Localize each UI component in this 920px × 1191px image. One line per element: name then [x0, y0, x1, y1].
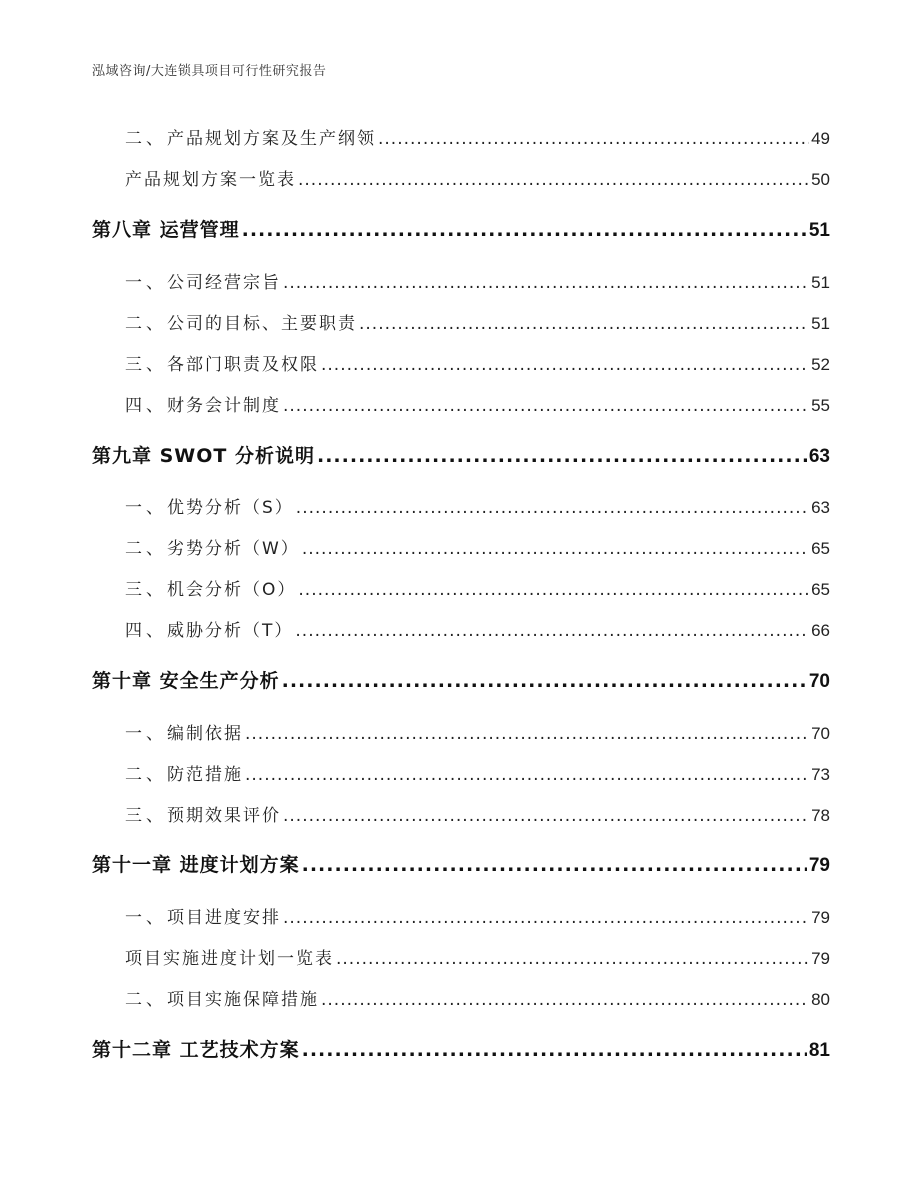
toc-entry-page: 55	[811, 396, 830, 415]
toc-dot-leader	[317, 445, 807, 467]
toc-entry-page: 79	[811, 908, 830, 927]
toc-entry-title: 预期效果评价	[167, 806, 281, 826]
toc-entry-number: 二、	[125, 314, 167, 334]
toc-entry-number: 二、	[125, 129, 167, 149]
toc-entry-number: 三、	[125, 806, 167, 826]
toc-chapter-page: 63	[808, 446, 830, 467]
toc-entry-number: 二、	[125, 990, 167, 1010]
toc-chapter-page: 81	[808, 1040, 830, 1061]
running-header: 泓域咨询/大连锁具项目可行性研究报告	[92, 64, 327, 79]
toc-chapter-entry[interactable]	[92, 1035, 830, 1062]
toc-dot-leader	[283, 908, 809, 928]
toc-dot-leader	[302, 539, 809, 559]
toc-entry-title: 各部门职责及权限	[167, 355, 319, 375]
toc-entry-title: 项目实施进度计划一览表	[125, 949, 334, 969]
toc-entry-number: 一、	[125, 273, 167, 293]
toc-entry[interactable]	[125, 350, 830, 375]
toc-entry[interactable]	[125, 719, 830, 744]
toc-entry[interactable]	[125, 944, 830, 969]
toc-chapter-entry[interactable]	[92, 850, 830, 877]
toc-entry[interactable]	[125, 493, 830, 518]
toc-entry-number: 一、	[125, 908, 167, 928]
toc-dot-leader	[302, 854, 807, 876]
toc-chapter-page: 51	[808, 220, 830, 241]
toc-dot-leader	[283, 273, 809, 293]
toc-chapter-title: 第九章 SWOT 分析说明	[92, 445, 315, 467]
toc-dot-leader	[321, 990, 809, 1010]
toc-entry-title: 产品规划方案一览表	[125, 170, 296, 190]
toc-chapter-title: 第十章 安全生产分析	[92, 670, 280, 692]
toc-entry[interactable]	[125, 309, 830, 334]
toc-chapter-entry[interactable]	[92, 215, 830, 242]
toc-dot-leader	[302, 1039, 807, 1061]
toc-chapter-entry[interactable]	[92, 666, 830, 693]
toc-entry-page: 65	[811, 580, 830, 599]
toc-dot-leader	[321, 355, 809, 375]
toc-entry-title: 项目进度安排	[167, 908, 281, 928]
toc-chapter-entry[interactable]	[92, 441, 830, 468]
toc-entry-page: 80	[811, 990, 830, 1009]
toc-entry[interactable]	[125, 903, 830, 928]
toc-entry[interactable]	[125, 165, 830, 190]
toc-entry-number: 一、	[125, 498, 167, 518]
toc-entry-title: 劣势分析（W）	[167, 539, 300, 559]
toc-entry[interactable]	[125, 534, 830, 559]
toc-entry[interactable]	[125, 801, 830, 826]
toc-entry-page: 78	[811, 806, 830, 825]
toc-entry-number: 四、	[125, 621, 167, 641]
toc-entry-page: 50	[811, 170, 830, 189]
toc-dot-leader	[245, 765, 809, 785]
toc-entry[interactable]	[125, 124, 830, 149]
toc-entry-page: 51	[811, 273, 830, 292]
toc-entry-page: 79	[811, 949, 830, 968]
toc-dot-leader	[283, 806, 809, 826]
toc-chapter-page: 79	[808, 855, 830, 876]
toc-entry-title: 优势分析（S）	[167, 498, 294, 518]
toc-entry-page: 51	[811, 314, 830, 333]
toc-entry-page: 66	[811, 621, 830, 640]
toc-entry-title: 项目实施保障措施	[167, 990, 319, 1010]
toc-entry-title: 编制依据	[167, 724, 243, 744]
toc-dot-leader	[296, 498, 809, 518]
toc-entry-number: 二、	[125, 539, 167, 559]
toc-entry-title: 产品规划方案及生产纲领	[167, 129, 376, 149]
toc-dot-leader	[282, 670, 807, 692]
toc-dot-leader	[283, 396, 809, 416]
toc-chapter-title: 第十一章 进度计划方案	[92, 854, 300, 876]
toc-entry-number: 三、	[125, 580, 167, 600]
toc-chapter-title: 第十二章 工艺技术方案	[92, 1039, 300, 1061]
toc-entry-page: 73	[811, 765, 830, 784]
toc-entry-number: 一、	[125, 724, 167, 744]
toc-dot-leader	[298, 580, 809, 600]
toc-entry[interactable]	[125, 760, 830, 785]
toc-chapter-page: 70	[808, 671, 830, 692]
toc-dot-leader	[242, 219, 807, 241]
toc-dot-leader	[295, 621, 809, 641]
toc-chapter-title: 第八章 运营管理	[92, 219, 240, 241]
toc-entry-title: 财务会计制度	[167, 396, 281, 416]
toc-dot-leader	[359, 314, 809, 334]
toc-entry-page: 63	[811, 498, 830, 517]
toc-entry-page: 70	[811, 724, 830, 743]
toc-dot-leader	[336, 949, 809, 969]
toc-dot-leader	[298, 170, 809, 190]
toc-entry[interactable]	[125, 575, 830, 600]
toc-entry-title: 机会分析（O）	[167, 580, 297, 600]
toc-dot-leader	[378, 129, 809, 149]
toc-entry-page: 52	[811, 355, 830, 374]
toc-entry-title: 防范措施	[167, 765, 243, 785]
toc-entry-title: 威胁分析（T）	[167, 621, 294, 641]
toc-entry-title: 公司经营宗旨	[167, 273, 281, 293]
toc-entry-title: 公司的目标、主要职责	[167, 314, 357, 334]
toc-dot-leader	[245, 724, 809, 744]
toc-entry-page: 49	[811, 129, 830, 148]
toc-entry-number: 四、	[125, 396, 167, 416]
toc-entry[interactable]	[125, 616, 830, 641]
toc-entry-number: 二、	[125, 765, 167, 785]
toc-entry[interactable]	[125, 391, 830, 416]
toc-entry[interactable]	[125, 985, 830, 1010]
toc-entry-page: 65	[811, 539, 830, 558]
toc-entry[interactable]	[125, 268, 830, 293]
toc-entry-number: 三、	[125, 355, 167, 375]
